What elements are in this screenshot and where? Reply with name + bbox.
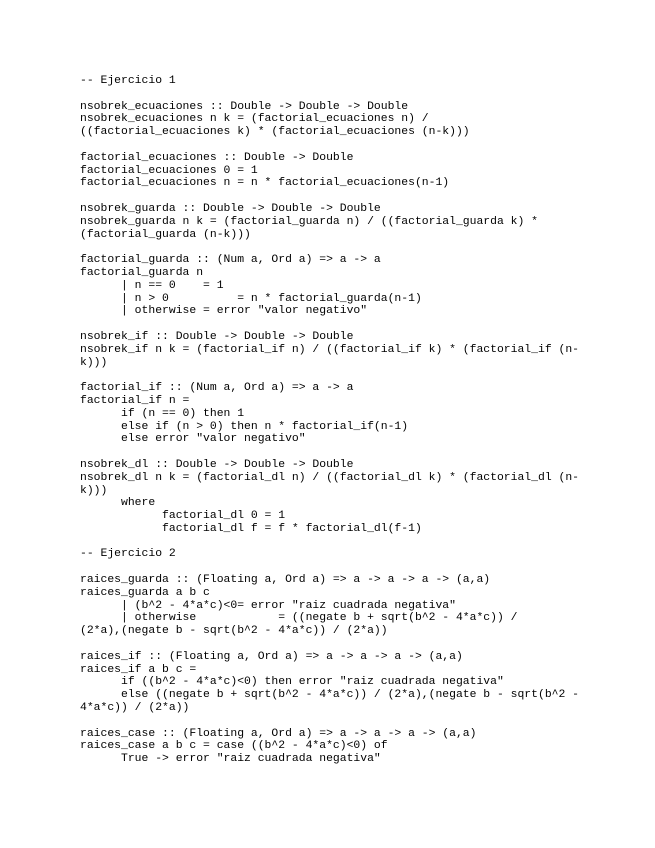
blank-line [80, 536, 590, 549]
blank-line [80, 190, 590, 203]
code-line: | n == 0 = 1 [80, 279, 224, 292]
code-line: where [80, 497, 156, 510]
code-line: | n > 0 = n * factorial_guarda(n-1) [80, 292, 422, 305]
code-line: nsobrek_if :: Double -> Double -> Double [80, 330, 354, 343]
code-line: -- Ejercicio 1 [80, 75, 176, 87]
blank-line [80, 369, 590, 382]
code-line: nsobrek_guarda :: Double -> Double -> Double [80, 202, 381, 215]
code-line: (2*a),(negate b - sqrt(b^2 - 4*a*c)) / (2*a)) [80, 625, 388, 638]
code-line: else error "valor negativo" [80, 433, 306, 446]
blank-line [80, 241, 590, 254]
code-line: 4*a*c)) / (2*a)) [80, 702, 190, 715]
code-line: | (b^2 - 4*a*c)<0= error "raiz cuadrada negativa" [80, 599, 456, 612]
code-line: factorial_ecuaciones :: Double -> Double [80, 151, 354, 164]
code-line: nsobrek_dl n k = (factorial_dl n) / ((factorial_dl k) * (factorial_dl (n- [80, 471, 579, 484]
code-line: if (n == 0) then 1 [80, 407, 245, 420]
blank-line [80, 715, 590, 728]
code-line: ((factorial_ecuaciones k) * (factorial_ecuaciones (n-k))) [80, 126, 470, 139]
code-line: else ((negate b + sqrt(b^2 - 4*a*c)) / (2*a),(negate b - sqrt(b^2 - [80, 689, 579, 702]
code-line: nsobrek_if n k = (factorial_if n) / ((factorial_if k) * (factorial_if (n- [80, 343, 579, 356]
blank-line [80, 446, 590, 459]
code-line: -- Ejercicio 2 [80, 548, 176, 561]
code-line: else if (n > 0) then n * factorial_if(n-1) [80, 420, 409, 433]
blank-line [80, 638, 590, 651]
blank-line [80, 139, 590, 152]
code-line: if ((b^2 - 4*a*c)<0) then error "raiz cuadrada negativa" [80, 676, 504, 689]
code-line: | otherwise = error "valor negativo" [80, 305, 368, 318]
code-line: nsobrek_dl :: Double -> Double -> Double [80, 458, 354, 471]
code-line: factorial_guarda n [80, 266, 204, 279]
code-line: factorial_dl f = f * factorial_dl(f-1) [80, 522, 422, 535]
code-line: raices_guarda a b c [80, 586, 210, 599]
code-line: factorial_if n = [80, 394, 190, 407]
code-line: k))) [80, 356, 108, 369]
code-line: | otherwise = ((negate b + sqrt(b^2 - 4*a*c)) / [80, 612, 518, 625]
code-line: raices_if a b c = [80, 663, 197, 676]
code-line: factorial_dl 0 = 1 [80, 510, 286, 523]
code-document [80, 75, 590, 766]
code-line: raices_case :: (Floating a, Ord a) => a -> a -> a -> (a,a) [80, 727, 477, 740]
code-line: True -> error "raiz cuadrada negativa" [80, 753, 381, 766]
code-line: k))) [80, 484, 108, 497]
code-line: nsobrek_ecuaciones :: Double -> Double -> Double [80, 100, 409, 113]
code-line: factorial_ecuaciones 0 = 1 [80, 164, 258, 177]
code-line: factorial_if :: (Num a, Ord a) => a -> a [80, 382, 354, 395]
code-line: nsobrek_ecuaciones n k = (factorial_ecuaciones n) / [80, 113, 429, 126]
code-line: factorial_ecuaciones n = n * factorial_ecuaciones(n-1) [80, 177, 450, 190]
blank-line [80, 318, 590, 331]
code-line: raices_guarda :: (Floating a, Ord a) => a -> a -> a -> (a,a) [80, 574, 491, 587]
code-line: (factorial_guarda (n-k))) [80, 228, 251, 241]
blank-line [80, 561, 590, 574]
code-line: raices_case a b c = case ((b^2 - 4*a*c)<0) of [80, 740, 388, 753]
code-line: nsobrek_guarda n k = (factorial_guarda n) / ((factorial_guarda k) * [80, 215, 538, 228]
code-line: raices_if :: (Floating a, Ord a) => a -> a -> a -> (a,a) [80, 650, 463, 663]
code-line: factorial_guarda :: (Num a, Ord a) => a -> a [80, 254, 381, 267]
blank-line [80, 88, 590, 101]
